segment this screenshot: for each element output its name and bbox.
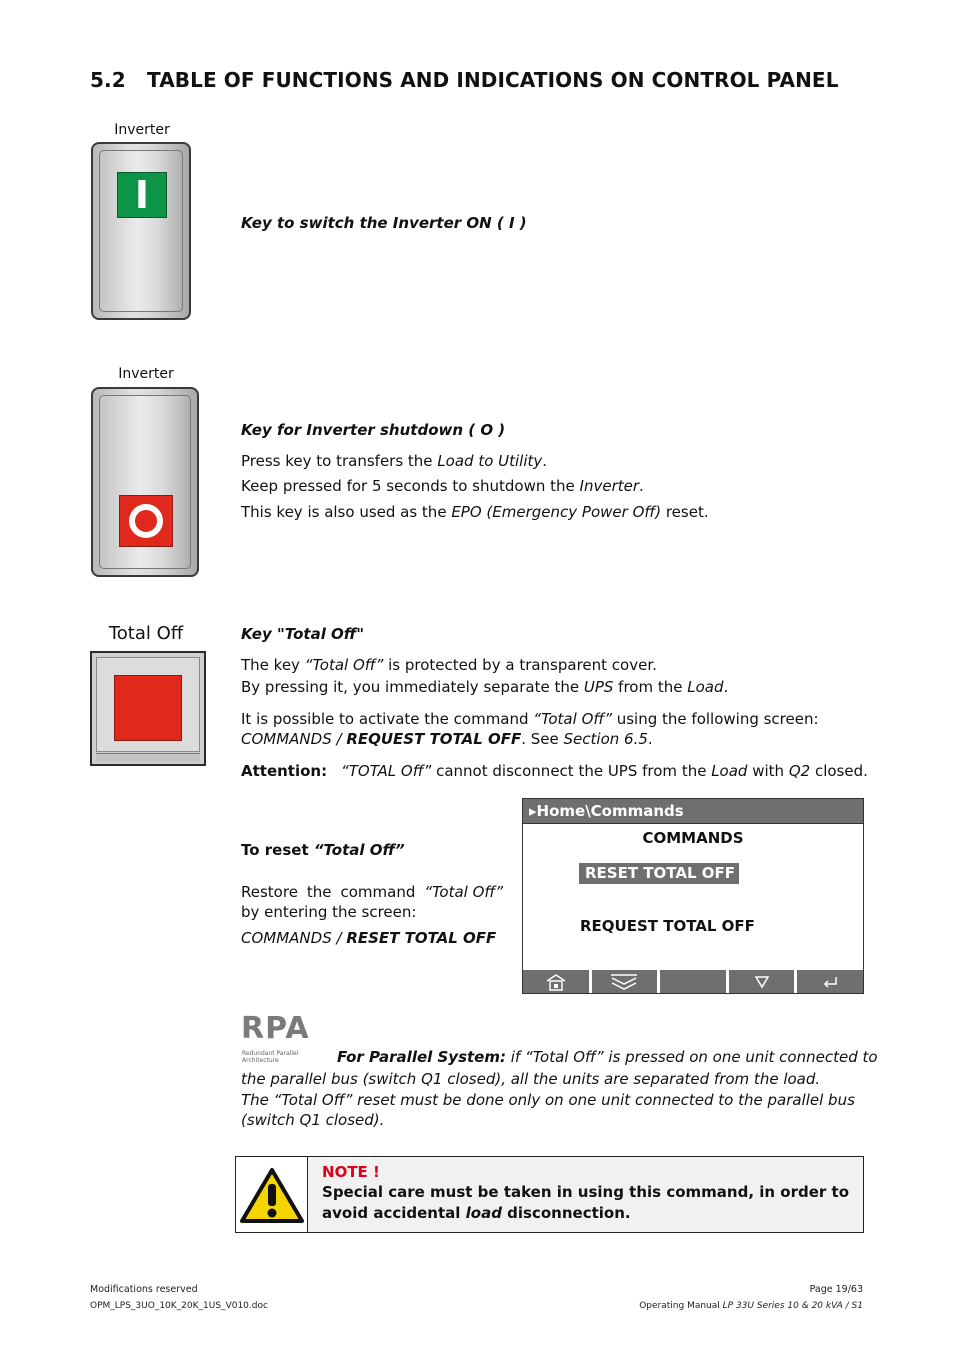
footer-doc-name: OPM_LPS_3UO_10K_20K_1US_V010.doc <box>90 1301 268 1311</box>
screen-item-reset-total-off[interactable]: RESET TOTAL OFF <box>579 863 739 884</box>
total-off-key <box>90 651 206 766</box>
reset-line-3: COMMANDS / RESET TOTAL OFF <box>241 929 497 947</box>
down-triangle-icon <box>754 975 770 989</box>
note-box <box>235 1156 864 1233</box>
reset-line-2: by entering the screen: <box>241 903 417 921</box>
note-title: NOTE ! <box>322 1163 380 1181</box>
inverter-off-key-label: Inverter <box>118 366 174 382</box>
screen-title: COMMANDS <box>642 829 744 847</box>
reset-line-1: Restore the command “Total Off” <box>241 883 503 901</box>
circle-off-icon <box>126 501 166 541</box>
screen-header: ▸Home\Commands <box>523 799 863 824</box>
home-button[interactable] <box>523 970 592 993</box>
commands-screen <box>522 798 864 994</box>
attention-text: “TOTAL Off” cannot disconnect the UPS from the Load with Q2 closed. <box>341 762 868 780</box>
reset-heading: To reset “Total Off” <box>241 841 405 859</box>
screen-button-bar <box>523 970 863 993</box>
inverter-off-line-2: Keep pressed for 5 seconds to shutdown the Inverter. <box>241 477 644 495</box>
home-icon <box>545 973 567 991</box>
double-down-icon <box>610 973 638 991</box>
footer-page-number: Page 19/63 <box>809 1284 863 1295</box>
screen-item-request-total-off[interactable]: REQUEST TOTAL OFF <box>580 917 755 935</box>
rpa-line-4: (switch Q1 closed). <box>241 1111 385 1129</box>
rpa-line-2: the parallel bus (switch Q1 closed), all the units are separated from the load. <box>241 1070 821 1088</box>
footer-manual-title: Operating Manual LP 33U Series 10 & 20 kVA / S1 <box>639 1301 863 1311</box>
inverter-on-key-label: Inverter <box>114 122 170 138</box>
page-down-button[interactable] <box>592 970 661 993</box>
footer-modifications: Modifications reserved <box>90 1284 198 1295</box>
blank-button[interactable] <box>660 970 729 993</box>
section-number: 5.2 <box>90 68 126 92</box>
inverter-off-line-3: This key is also used as the EPO (Emergency Power Off) reset. <box>241 503 709 521</box>
total-off-key-label: Total Off <box>108 623 184 644</box>
rpa-line-3: The “Total Off” reset must be done only on one unit connected to the parallel bus <box>241 1091 855 1109</box>
total-off-para-4: COMMANDS / REQUEST TOTAL OFF. See Section 6.5. <box>241 730 653 748</box>
section-title <box>90 68 839 92</box>
enter-icon <box>822 975 838 989</box>
caret-right-icon: ▸ <box>529 802 537 820</box>
inverter-on-heading: Key to switch the Inverter ON ( I ) <box>241 214 527 232</box>
rpa-logo: RPA <box>241 1011 310 1046</box>
enter-button[interactable] <box>797 970 863 993</box>
total-off-para-3: It is possible to activate the command “Total Off” using the following screen: <box>241 710 819 728</box>
rpa-line-1: For Parallel System: if “Total Off” is pressed on one unit connected to <box>337 1048 878 1066</box>
inverter-off-symbol <box>119 495 173 547</box>
note-line-2: avoid accidental load disconnection. <box>322 1204 631 1222</box>
inverter-off-heading: Key for Inverter shutdown ( O ) <box>241 421 506 439</box>
attention-label: Attention: <box>241 762 328 780</box>
inverter-on-symbol: I <box>117 172 167 218</box>
note-icon-cell <box>236 1157 308 1232</box>
note-line-1: Special care must be taken in using this command, in order to <box>322 1183 849 1201</box>
inverter-on-key <box>91 142 191 320</box>
rpa-logo-subtitle: Redundant Parallel Architecture <box>242 1050 299 1064</box>
total-off-para-1: The key “Total Off” is protected by a transparent cover. <box>241 656 657 674</box>
inverter-off-line-1: Press key to transfers the Load to Utility. <box>241 452 548 470</box>
inverter-off-key <box>91 387 199 577</box>
total-off-button-face <box>114 675 182 741</box>
warning-icon <box>239 1166 305 1224</box>
section-title-text: TABLE OF FUNCTIONS AND INDICATIONS ON CONTROL PANEL <box>147 68 839 92</box>
total-off-para-2: By pressing it, you immediately separate the UPS from the Load. <box>241 678 729 696</box>
total-off-heading: Key "Total Off" <box>241 625 365 643</box>
note-text <box>308 1157 863 1232</box>
down-button[interactable] <box>729 970 798 993</box>
